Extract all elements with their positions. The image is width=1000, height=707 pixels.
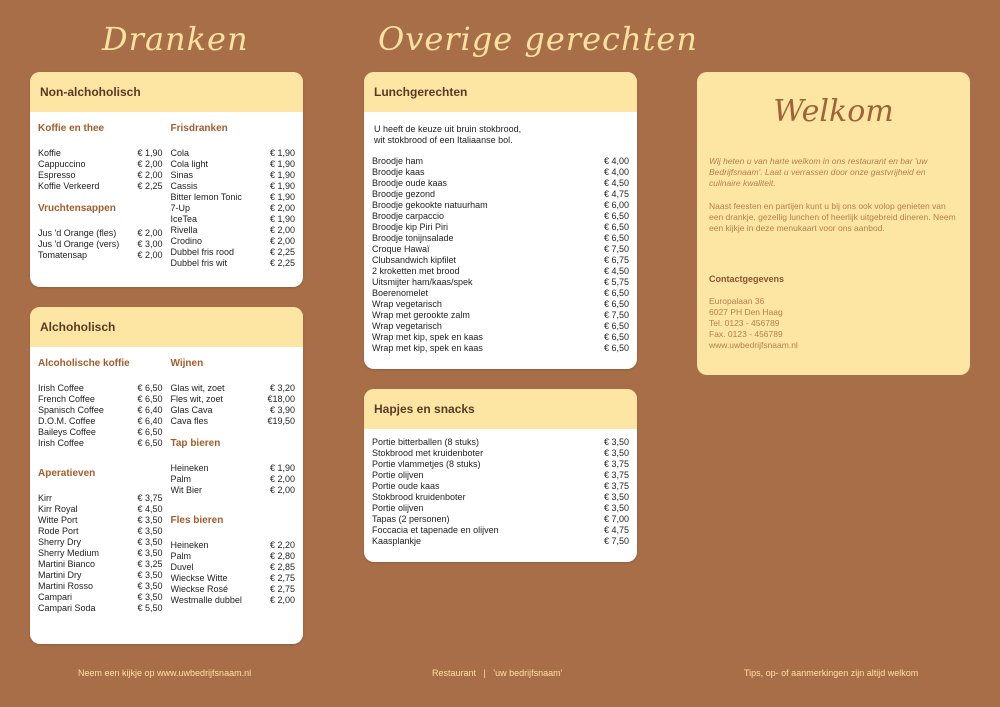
- item-price: € 4,50: [603, 178, 629, 188]
- menu-item: [38, 383, 163, 394]
- item-name: Cassis: [170, 181, 198, 191]
- column-right: [163, 347, 296, 614]
- item-name: Westmalle dubbel: [170, 595, 242, 605]
- item-name: Wrap met gerookte zalm: [372, 310, 470, 320]
- item-name: Baileys Coffee: [38, 427, 96, 437]
- column-left: [38, 347, 163, 614]
- item-price: € 6,40: [137, 416, 163, 426]
- welcome-title: Welkom: [773, 94, 894, 129]
- card-lunch: [364, 72, 637, 369]
- menu-item: [38, 581, 163, 592]
- item-name: IceTea: [170, 214, 198, 224]
- item-name: Broodje kaas: [372, 167, 425, 177]
- item-price: € 2,25: [137, 181, 163, 191]
- menu-item: [38, 603, 163, 614]
- menu-item: [38, 493, 163, 504]
- item-price: € 6,50: [603, 288, 629, 298]
- menu-item: [171, 148, 296, 159]
- item-price: € 3,50: [603, 448, 629, 458]
- item-price: € 1,90: [269, 159, 295, 169]
- item-name: Kirr Royal: [38, 504, 78, 514]
- menu-item: [372, 288, 629, 299]
- section-title: Aperatieven: [38, 468, 96, 479]
- item-price: € 1,90: [269, 214, 295, 224]
- menu-item: [372, 255, 629, 266]
- menu-item: [372, 222, 629, 233]
- menu-item: [372, 492, 629, 503]
- menu-item: [372, 481, 629, 492]
- item-price: € 7,00: [603, 514, 629, 524]
- item-name: Martini Rosso: [38, 581, 94, 591]
- card-alcoholic: [30, 307, 303, 644]
- item-name: Broodje carpaccio: [372, 211, 445, 221]
- item-price: € 2,00: [269, 225, 295, 235]
- menu-item: [171, 405, 296, 416]
- item-price: € 4,50: [603, 266, 629, 276]
- item-price: € 7,50: [603, 536, 629, 546]
- menu-item: [372, 156, 629, 167]
- item-name: Irish Coffee: [38, 438, 84, 448]
- item-name: Glas wit, zoet: [170, 383, 225, 393]
- item-price: € 4,00: [603, 167, 629, 177]
- menu-item: [171, 474, 296, 485]
- item-price: € 3,75: [137, 493, 163, 503]
- item-name: Broodje kip Piri Piri: [372, 222, 449, 232]
- contact-fax: Fax. 0123 - 456789: [709, 329, 783, 339]
- menu-item: [372, 343, 629, 354]
- item-price: € 4,75: [603, 525, 629, 535]
- card-header: Hapjes en snacks: [364, 389, 637, 429]
- card-header: Non-alchoholisch: [30, 72, 303, 112]
- item-name: Irish Coffee: [38, 383, 84, 393]
- item-price: € 3,75: [603, 470, 629, 480]
- menu-item: [372, 189, 629, 200]
- item-price: € 3,50: [137, 570, 163, 580]
- section-title: Tap bieren: [170, 438, 221, 449]
- menu-item: [171, 225, 296, 236]
- menu-item: [171, 584, 296, 595]
- item-price: € 6,40: [137, 405, 163, 415]
- contact-title: Contactgegevens: [709, 274, 785, 284]
- menu-item: [372, 503, 629, 514]
- item-list: [171, 463, 296, 496]
- menu-item: [171, 485, 296, 496]
- menu-item: [38, 148, 163, 159]
- item-list: [38, 148, 163, 192]
- item-price: € 1,90: [137, 148, 163, 158]
- item-price: € 1,90: [269, 181, 295, 191]
- menu-item: [38, 394, 163, 405]
- menu-item: [38, 405, 163, 416]
- item-price: € 3,50: [137, 537, 163, 547]
- item-name: 2 kroketten met brood: [372, 266, 460, 276]
- menu-item: [372, 211, 629, 222]
- item-name: Martini Bianco: [38, 559, 96, 569]
- menu-item: [171, 551, 296, 562]
- menu-item: [171, 192, 296, 203]
- item-name: Heineken: [170, 463, 209, 473]
- item-price: € 6,50: [603, 222, 629, 232]
- item-name: Rivella: [170, 225, 198, 235]
- menu-item: [38, 170, 163, 181]
- item-price: € 2,00: [137, 228, 163, 238]
- menu-item: [171, 463, 296, 474]
- item-name: Portie bitterballen (8 stuks): [372, 437, 480, 447]
- item-price: € 2,75: [269, 573, 295, 583]
- item-list: [38, 493, 163, 614]
- item-price: € 2,00: [269, 203, 295, 213]
- item-name: Wieckse Witte: [170, 573, 228, 583]
- item-price: € 6,75: [603, 255, 629, 265]
- menu-item: [171, 247, 296, 258]
- item-name: Wrap vegetarisch: [372, 321, 442, 331]
- item-price: € 6,50: [603, 343, 629, 353]
- item-name: Stokbrood kruidenboter: [372, 492, 466, 502]
- menu-item: [38, 504, 163, 515]
- item-price: € 2,00: [269, 595, 295, 605]
- item-name: Rode Port: [38, 526, 79, 536]
- item-name: Koffie: [38, 148, 61, 158]
- menu-item: [38, 181, 163, 192]
- item-name: Espresso: [38, 170, 76, 180]
- menu-item: [171, 181, 296, 192]
- menu-item: [38, 416, 163, 427]
- item-price: € 3,90: [269, 405, 295, 415]
- section-title: Koffie en thee: [38, 123, 105, 134]
- item-price: € 6,50: [603, 211, 629, 221]
- item-price: € 2,00: [269, 485, 295, 495]
- lunch-intro-line: U heeft de keuze uit bruin stokbrood,: [374, 124, 522, 134]
- item-price: € 3,50: [137, 581, 163, 591]
- item-price: € 3,25: [137, 559, 163, 569]
- menu-item: [171, 573, 296, 584]
- item-name: Duvel: [170, 562, 194, 572]
- item-price: € 6,50: [603, 321, 629, 331]
- section-title: Frisdranken: [170, 123, 228, 134]
- item-price: € 3,50: [137, 548, 163, 558]
- menu-item: [171, 170, 296, 181]
- item-price: € 3,50: [137, 515, 163, 525]
- menu-item: [171, 416, 296, 427]
- item-price: € 3,50: [603, 492, 629, 502]
- item-price: € 3,50: [603, 437, 629, 447]
- item-price: € 5,50: [137, 603, 163, 613]
- title-overige-gerechten: Overige gerechten: [378, 20, 698, 58]
- item-price: € 2,00: [137, 159, 163, 169]
- menu-item: [372, 299, 629, 310]
- menu-item: [372, 470, 629, 481]
- contact-details: [709, 296, 958, 351]
- item-price: € 6,50: [137, 427, 163, 437]
- item-price: € 1,90: [269, 463, 295, 473]
- item-name: Palm: [170, 551, 192, 561]
- menu-item: [38, 250, 163, 261]
- item-price: € 6,50: [137, 394, 163, 404]
- section-title: Alcoholische koffie: [38, 358, 130, 369]
- item-name: Heineken: [170, 540, 209, 550]
- item-name: Portie vlammetjes (8 stuks): [372, 459, 481, 469]
- card-header: Lunchgerechten: [364, 72, 637, 112]
- footer-middle: Restaurant | 'uw bedrijfsnaam': [432, 668, 563, 678]
- item-price: € 6,50: [137, 438, 163, 448]
- menu-item: [372, 459, 629, 470]
- item-price: € 2,85: [269, 562, 295, 572]
- item-price: € 5,75: [603, 277, 629, 287]
- item-name: Stokbrood met kruidenboter: [372, 448, 484, 458]
- item-price: € 2,80: [269, 551, 295, 561]
- item-name: Portie olijven: [372, 503, 424, 513]
- item-list: [171, 148, 296, 269]
- item-name: Sherry Dry: [38, 537, 82, 547]
- menu-item: [38, 515, 163, 526]
- menu-item: [171, 540, 296, 551]
- item-price: € 2,25: [269, 247, 295, 257]
- item-name: Tomatensap: [38, 250, 88, 260]
- menu-item: [372, 233, 629, 244]
- menu-item: [38, 570, 163, 581]
- menu-item: [171, 258, 296, 269]
- item-list: [38, 383, 163, 449]
- item-price: € 6,50: [603, 233, 629, 243]
- item-name: Foccacia et tapenade en olijven: [372, 525, 499, 535]
- item-name: Bitter lemon Tonic: [170, 192, 242, 202]
- item-price: € 3,20: [269, 383, 295, 393]
- item-price: € 1,90: [269, 170, 295, 180]
- menu-item: [372, 200, 629, 211]
- item-price: € 4,75: [603, 189, 629, 199]
- item-list: [38, 228, 163, 261]
- menu-item: [372, 310, 629, 321]
- item-price: € 6,00: [603, 200, 629, 210]
- menu-item: [171, 383, 296, 394]
- item-name: D.O.M. Coffee: [38, 416, 96, 426]
- item-name: Cola: [170, 148, 190, 158]
- menu-item: [372, 244, 629, 255]
- item-price: € 3,00: [137, 239, 163, 249]
- menu-item: [171, 159, 296, 170]
- item-name: Dubbel fris rood: [170, 247, 235, 257]
- item-price: € 4,50: [137, 504, 163, 514]
- menu-item: [38, 228, 163, 239]
- item-price: € 3,50: [137, 592, 163, 602]
- menu-item: [171, 203, 296, 214]
- item-name: Crodino: [170, 236, 203, 246]
- item-price: € 2,00: [269, 236, 295, 246]
- item-name: Kaasplankje: [372, 536, 422, 546]
- menu-item: [38, 159, 163, 170]
- column-left: [38, 112, 163, 269]
- item-price: € 2,20: [269, 540, 295, 550]
- card-snacks: [364, 389, 637, 562]
- item-name: Spanisch Coffee: [38, 405, 104, 415]
- item-name: Jus 'd Orange (fles): [38, 228, 117, 238]
- column-right: [163, 112, 296, 269]
- card-header: Alchoholisch: [30, 307, 303, 347]
- menu-item: [38, 526, 163, 537]
- item-price: € 1,90: [269, 192, 295, 202]
- item-price: € 6,50: [603, 299, 629, 309]
- item-name: Broodje gekookte natuurham: [372, 200, 488, 210]
- item-name: Fles wit, zoet: [170, 394, 224, 404]
- welcome-intro: Wij heten u van harte welkom in ons restaurant en bar 'uw Bedrijfsnaam'. Laat u verrassen door onze gastvrijheid en culinaire kwaliteit.: [709, 156, 928, 188]
- menu-item: [372, 448, 629, 459]
- item-name: Jus 'd Orange (vers): [38, 239, 120, 249]
- item-name: Koffie Verkeerd: [38, 181, 100, 191]
- section-title: Fles bieren: [170, 515, 224, 526]
- item-name: Cola light: [170, 159, 209, 169]
- item-name: Martini Dry: [38, 570, 82, 580]
- card-non-alcoholic: [30, 72, 303, 287]
- item-name: Cappuccino: [38, 159, 86, 169]
- item-price: € 2,25: [269, 258, 295, 268]
- menu-item: [372, 277, 629, 288]
- item-name: Portie oude kaas: [372, 481, 440, 491]
- item-name: Broodje ham: [372, 156, 424, 166]
- item-name: Tapas (2 personen): [372, 514, 450, 524]
- item-name: Wieckse Rosé: [170, 584, 229, 594]
- menu-item: [38, 537, 163, 548]
- item-name: Clubsandwich kipfilet: [372, 255, 457, 265]
- item-name: Cava fles: [170, 416, 209, 426]
- menu-item: [372, 266, 629, 277]
- menu-item: [372, 514, 629, 525]
- contact-address: Europalaan 36: [709, 296, 765, 306]
- item-list: [171, 540, 296, 606]
- item-name: Sinas: [170, 170, 194, 180]
- item-name: Uitsmijter ham/kaas/spek: [372, 277, 473, 287]
- card-welcome: [697, 72, 970, 375]
- contact-city: 6027 PH Den Haag: [709, 307, 783, 317]
- item-price: € 3,50: [137, 526, 163, 536]
- item-name: Palm: [170, 474, 192, 484]
- item-price: € 6,50: [603, 332, 629, 342]
- item-price: €19,50: [267, 416, 295, 426]
- item-price: € 3,75: [603, 459, 629, 469]
- lunch-intro: [374, 124, 629, 146]
- item-name: Campari Soda: [38, 603, 96, 613]
- menu-item: [171, 394, 296, 405]
- item-name: Campari: [38, 592, 73, 602]
- contact-website[interactable]: www.uwbedrijfsnaam.nl: [709, 340, 798, 350]
- menu-item: [372, 321, 629, 332]
- menu-item: [171, 595, 296, 606]
- menu-item: [38, 438, 163, 449]
- item-price: € 2,00: [137, 170, 163, 180]
- item-name: Glas Cava: [170, 405, 213, 415]
- item-name: French Coffee: [38, 394, 95, 404]
- item-name: Wrap vegetarisch: [372, 299, 442, 309]
- item-price: € 2,00: [137, 250, 163, 260]
- item-price: € 4,00: [603, 156, 629, 166]
- item-price: € 1,90: [269, 148, 295, 158]
- footer-left: Neem een kijkje op www.uwbedrijfsnaam.nl: [78, 668, 252, 678]
- item-name: Wrap met kip, spek en kaas: [372, 343, 483, 353]
- item-name: Dubbel fris wit: [170, 258, 228, 268]
- item-price: € 3,50: [603, 503, 629, 513]
- item-list: [372, 437, 629, 547]
- contact-phone: Tel. 0123 - 456789: [709, 318, 780, 328]
- menu-item: [372, 437, 629, 448]
- item-name: Sherry Medium: [38, 548, 100, 558]
- item-name: Kirr: [38, 493, 52, 503]
- section-title: Vruchtensappen: [38, 203, 116, 214]
- item-price: €18,00: [267, 394, 295, 404]
- item-name: Wrap met kip, spek en kaas: [372, 332, 483, 342]
- item-price: € 7,50: [603, 310, 629, 320]
- menu-item: [171, 562, 296, 573]
- lunch-intro-line: wit stokbrood of een Italiaanse bol.: [374, 135, 513, 145]
- item-name: Broodje tonijnsalade: [372, 233, 454, 243]
- item-price: € 2,75: [269, 584, 295, 594]
- section-title: Wijnen: [170, 358, 204, 369]
- item-name: Portie olijven: [372, 470, 424, 480]
- item-price: € 6,50: [137, 383, 163, 393]
- welcome-body: Naast feesten en partijen kunt u bij ons ook volop genieten van een drankje, gezellig lunchen of heerlijk uitgebreid dineren. Neem een kijkje in deze menukaart voor ons aanbod.: [709, 201, 956, 233]
- item-name: Witte Port: [38, 515, 78, 525]
- item-name: 7-Up: [170, 203, 191, 213]
- item-name: Wit Bier: [170, 485, 202, 495]
- item-list: [372, 156, 629, 354]
- menu-item: [372, 178, 629, 189]
- menu-item: [372, 525, 629, 536]
- item-name: Croque Hawaï: [372, 244, 430, 254]
- menu-item: [38, 548, 163, 559]
- menu-item: [372, 536, 629, 547]
- item-name: Broodje gezond: [372, 189, 436, 199]
- menu-item: [38, 559, 163, 570]
- footer-right: Tips, op- of aanmerkingen zijn altijd welkom: [744, 668, 919, 678]
- menu-item: [372, 167, 629, 178]
- item-price: € 7,50: [603, 244, 629, 254]
- menu-item: [171, 236, 296, 247]
- menu-item: [372, 332, 629, 343]
- item-price: € 2,00: [269, 474, 295, 484]
- menu-item: [171, 214, 296, 225]
- item-name: Broodje oude kaas: [372, 178, 448, 188]
- title-dranken: Dranken: [102, 20, 249, 58]
- menu-item: [38, 592, 163, 603]
- item-name: Boerenomelet: [372, 288, 429, 298]
- menu-item: [38, 427, 163, 438]
- item-price: € 3,75: [603, 481, 629, 491]
- item-list: [171, 383, 296, 427]
- menu-item: [38, 239, 163, 250]
